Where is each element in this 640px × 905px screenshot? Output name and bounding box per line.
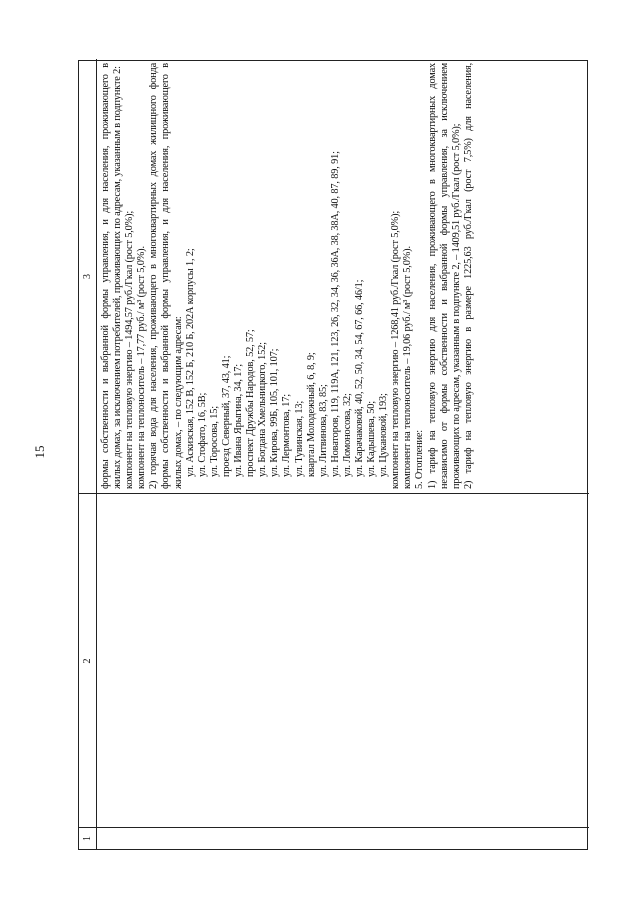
text-line: 1) тариф на тепловую энергию для населения, проживающего в многоквартирных домах — [426, 63, 438, 489]
text-line: формы собственности и выбранной формы управления, и для населения, проживающего в — [100, 63, 111, 489]
text-line: компонент на теплоноситель – 19,06 руб./ м³ (рост 5,0%). — [402, 246, 414, 489]
section-heading: 5. Отопление: — [414, 430, 426, 489]
tariff-description — [100, 63, 475, 489]
address-line: квартал Молодежный, 6, 8, 9; — [305, 352, 317, 477]
address-line: ул. Аскизская, 152 В, 152 Б, 210 Б, 202А корпусы 1, 2; — [184, 248, 196, 477]
text-line: 2) горячая вода для населения, проживающего в многоквартирных домах жилищного фонда — [148, 63, 160, 489]
address-line: ул. Богдана Хмельницкого, 152; — [257, 342, 269, 477]
column-header-3: 3 — [82, 274, 93, 279]
address-line: ул. Новаторов, 119, 119А, 121, 123, 26, 32, 34, 36, 36А, 38, 38А, 40, 87, 89, 91; — [329, 151, 341, 477]
text-line: компонент на тепловую энергию – 1268,41 руб./Гкал (рост 5,0%); — [390, 210, 402, 489]
address-line: ул. Ломоносова, 32; — [341, 393, 353, 477]
address-line: ул. Литвинова, 83, 85; — [317, 384, 329, 477]
address-line: ул. Лермонтова, 17; — [281, 394, 293, 477]
address-line: ул. Кирова, 99Б, 105, 101, 107; — [269, 348, 281, 477]
address-line: ул. Торосова, 15; — [208, 406, 220, 477]
text-line: жилых домах, за исключением потребителей, проживающих по адресам, указанным в подпункте 2: — [112, 66, 124, 489]
address-line: ул. Цукановой, 193; — [378, 393, 390, 477]
text-line: 2) тариф на тепловую энергию в размере 1225,63 руб./Гкал (рост 7,5%) для населения, — [462, 63, 474, 489]
column-divider-2 — [79, 493, 589, 494]
text-line: независимо от формы собственности и выбранной формы управления, за исключением — [438, 63, 450, 489]
address-line: проезд Северный, 37, 43, 41; — [220, 355, 232, 477]
text-line: компонент на тепловую энергию – 1494,57 руб./Гкал (рост 5,0%); — [124, 210, 136, 489]
address-line: ул. Тувинская, 13; — [293, 400, 305, 477]
text-line: жилых домах, – по следующим адресам: — [172, 316, 184, 489]
address-line: ул. Кадышева, 50; — [366, 401, 378, 477]
column-header-2: 2 — [82, 658, 93, 664]
address-line: ул. Ивана Ярыгина, 34, 17; — [233, 364, 245, 477]
page-number: 15 — [32, 445, 47, 459]
column-divider-1 — [79, 827, 589, 828]
tariff-table — [78, 60, 588, 850]
header-divider — [96, 59, 97, 849]
rotated-page-content — [78, 60, 588, 850]
text-line: проживающих по адресам, указанным в подпункте 2, – 1409,51 руб./Гкал (рост 5,0%); — [450, 123, 462, 489]
text-line: формы собственности и выбранной формы управления, и для населения, проживающего в — [160, 63, 172, 489]
address-line: ул. Карачаковой, 40, 52, 50, 34, 54, 67, 66, 46/1; — [353, 279, 365, 477]
address-line: ул. Стофато, 16, 5В; — [196, 392, 208, 477]
address-line: проспект Дружбы Народов, 52, 57; — [245, 329, 257, 477]
column-header-1: 1 — [82, 836, 93, 841]
text-line: компонент на теплоноситель – 17,77 руб./ м³ (рост 5,0%). — [136, 246, 148, 489]
